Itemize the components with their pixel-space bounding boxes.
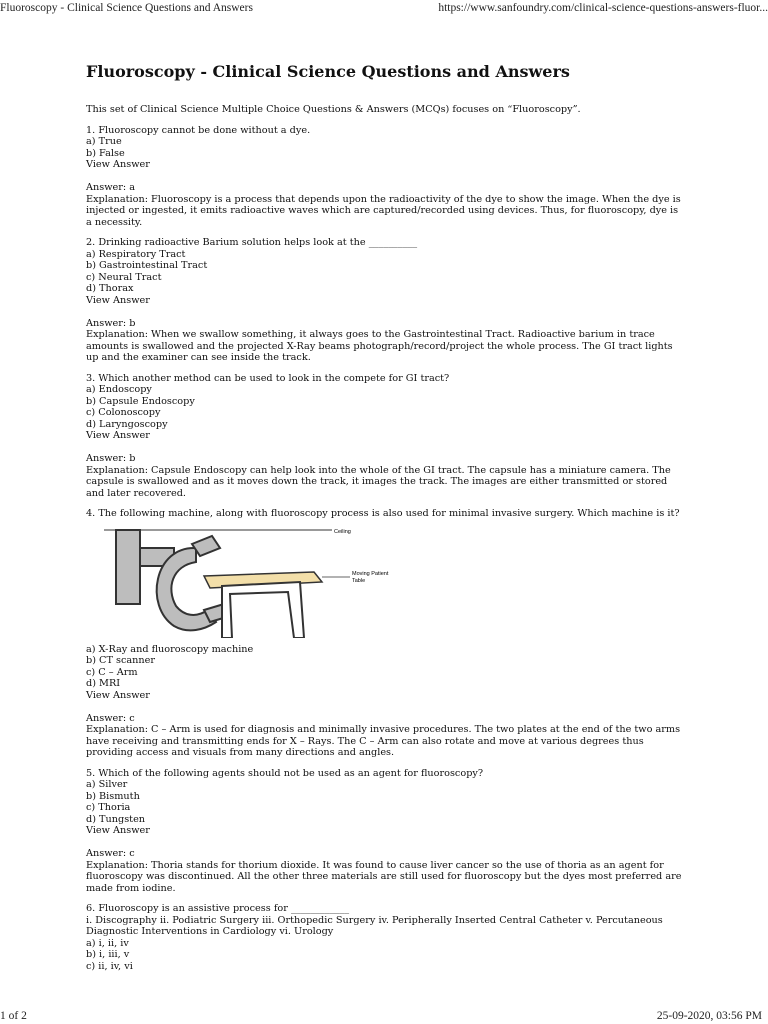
option-c: c) Neural Tract xyxy=(86,271,162,283)
question-1 xyxy=(86,125,686,229)
table-stand xyxy=(222,582,304,638)
option-b: b) Capsule Endoscopy xyxy=(86,395,195,407)
view-answer-link[interactable]: View Answer xyxy=(86,689,150,701)
question-4 xyxy=(86,508,686,759)
question-text: 1. Fluoroscopy cannot be done without a dye. xyxy=(86,124,311,136)
page-counter: 1 of 2 xyxy=(0,1010,27,1022)
question-text: 5. Which of the following agents should not be used as an agent for fluoroscopy? xyxy=(86,767,484,779)
option-b: b) Gastrointestinal Tract xyxy=(86,260,208,271)
table-label-line2: Table xyxy=(352,577,366,584)
answer-text: Answer: c xyxy=(86,712,135,724)
browser-print-url: https://www.sanfoundry.com/clinical-science-questions-answers-fluor... xyxy=(438,2,768,14)
page-title: Fluoroscopy - Clinical Science Questions and Answers xyxy=(86,62,570,81)
c-arm-diagram xyxy=(104,526,404,638)
option-c: c) Colonoscopy xyxy=(86,407,161,418)
option-a: a) Endoscopy xyxy=(86,384,152,395)
option-b: b) False xyxy=(86,147,125,159)
option-c: c) Thoria xyxy=(86,802,131,813)
question-5 xyxy=(86,768,686,895)
answer-text: Answer: c xyxy=(86,848,135,859)
view-answer-link[interactable]: View Answer xyxy=(86,294,150,306)
question-2 xyxy=(86,237,686,364)
view-answer-link[interactable]: View Answer xyxy=(86,159,150,170)
question-text: 4. The following machine, along with fluoroscopy process is also used for minimal invasive surgery. Which machine is it? xyxy=(86,508,680,519)
answer-text: Answer: b xyxy=(86,453,136,464)
answer-text: Answer: a xyxy=(86,182,135,193)
question-6 xyxy=(86,903,686,972)
question-3 xyxy=(86,373,686,500)
question-statements: i. Discography ii. Podiatric Surgery iii. Orthopedic Surgery iv. Peripherally Inserted Central Catheter v. Percutaneous Diagnostic Interventions in Cardiology vi. Urology xyxy=(86,914,663,937)
ceiling-label: Ceiling xyxy=(334,528,351,535)
option-c: c) ii, iv, vi xyxy=(86,960,133,972)
explanation-text: Explanation: Thoria stands for thorium dioxide. It was found to cause liver cancer so the use of thoria as an agent for fluoroscopy was discontinued. All the other three materials are still used for fluoroscopy but the dyes most preferred are made from iodine. xyxy=(86,859,682,894)
question-text: 3. Which another method can be used to look in the compete for GI tract? xyxy=(86,372,450,384)
option-d: d) Laryngoscopy xyxy=(86,418,168,430)
explanation-text: Explanation: Fluoroscopy is a process that depends upon the radioactivity of the dye to show the image. When the dye is injected or ingested, it emits radioactive waves which are captured/recorded using devices. Thus, for fluoroscopy, dye is a necessity. xyxy=(86,193,681,228)
intro-text: This set of Clinical Science Multiple Choice Questions & Answers (MCQs) focuses on “Fluoroscopy”. xyxy=(86,104,581,115)
c-arm-mount xyxy=(116,530,140,604)
table-label-line1: Moving Patient xyxy=(352,570,389,577)
question-text: 2. Drinking radioactive Barium solution helps look at the __________ xyxy=(86,237,418,248)
option-a: a) X-Ray and fluoroscopy machine xyxy=(86,643,254,655)
option-d: d) MRI xyxy=(86,678,121,689)
explanation-text: Explanation: C – Arm is used for diagnosis and minimally invasive procedures. The two plates at the end of the two arms have receiving and transmitting ends for X – Rays. The C – Arm can also rotate and move at various degrees thus providing access and visuals from many directions and angles. xyxy=(86,724,681,758)
option-a: a) Respiratory Tract xyxy=(86,248,186,260)
question-text: 6. Fluoroscopy is an assistive process for ____________ xyxy=(86,903,350,914)
option-a: a) True xyxy=(86,136,122,147)
answer-text: Answer: b xyxy=(86,317,136,329)
option-d: d) Tungsten xyxy=(86,813,146,825)
print-timestamp: 25-09-2020, 03:56 PM xyxy=(656,1010,762,1022)
option-d: d) Thorax xyxy=(86,283,134,294)
browser-print-title: Fluoroscopy - Clinical Science Questions and Answers xyxy=(0,2,253,14)
explanation-text: Explanation: When we swallow something, it always goes to the Gastrointestinal Tract. Radioactive barium in trace amounts is swallowed and the projected X-Ray beams photograph/record/project the whole process. The GI tract lights up and the examiner can see inside the track. xyxy=(86,329,673,363)
option-b: b) Bismuth xyxy=(86,790,140,802)
explanation-text: Explanation: Capsule Endoscopy can help look into the whole of the GI tract. The capsule has a miniature camera. The capsule is swallowed and as it moves down the track, it images the track. The images are either transmitted or stored and later recovered. xyxy=(86,464,671,499)
option-a: a) i, ii, iv xyxy=(86,937,129,949)
view-answer-link[interactable]: View Answer xyxy=(86,825,150,836)
c-arm-figure xyxy=(104,526,404,638)
option-c: c) C – Arm xyxy=(86,666,138,678)
option-b: b) CT scanner xyxy=(86,655,156,666)
view-answer-link[interactable]: View Answer xyxy=(86,430,150,441)
option-b: b) i, iii, v xyxy=(86,949,130,960)
article xyxy=(86,60,686,981)
option-a: a) Silver xyxy=(86,779,128,790)
